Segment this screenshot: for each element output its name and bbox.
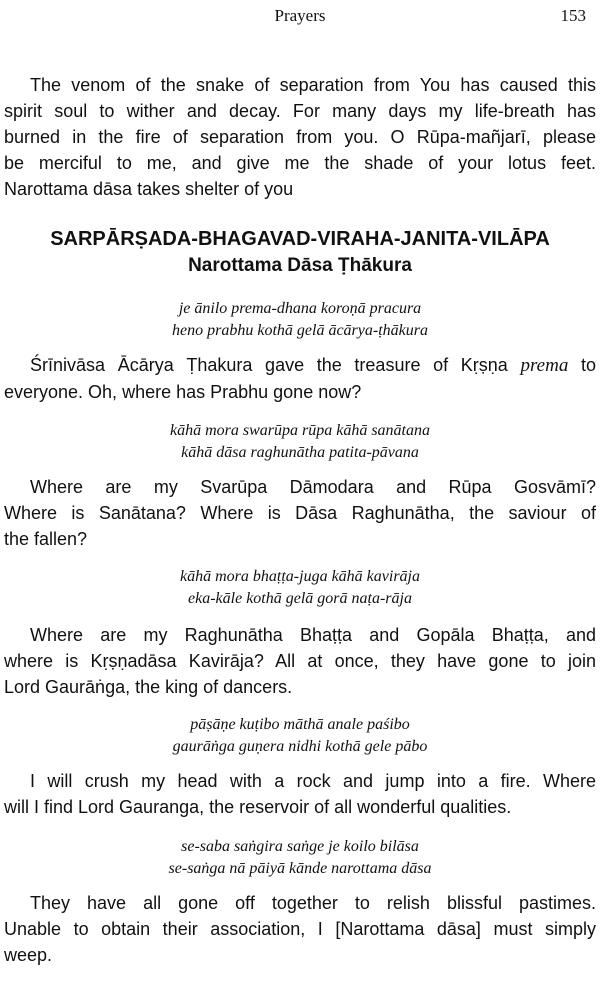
song-title: SARPĀRṢADA-BHAGAVAD-VIRAHA-JANITA-VILĀPA xyxy=(50,228,550,250)
song-author: Narottama Dāsa Ṭhākura xyxy=(188,255,412,276)
translation-5 xyxy=(4,890,596,968)
paragraph-line: Narottama dāsa takes shelter of you xyxy=(4,179,294,199)
verse-line: kāhā mora bhaṭṭa-juga kāhā kavirāja xyxy=(180,568,420,585)
paragraph-line: weep. xyxy=(4,945,53,965)
paragraph-line: Where are my Raghunātha Bhaṭṭa and Gopāla Bhaṭṭa, and xyxy=(30,625,596,645)
verse-line: je ānilo prema-dhana koroṇā pracura xyxy=(178,300,422,317)
verse-3 xyxy=(0,566,600,610)
verse-2 xyxy=(0,420,600,464)
verse-line: eka-kāle kothā gelā gorā naṭa-rāja xyxy=(188,590,412,607)
paragraph-line: everyone. Oh, where has Prabhu gone now? xyxy=(4,382,362,402)
paragraph-line xyxy=(4,352,596,379)
paragraph-line: They have all gone off together to relish blissful pastimes. xyxy=(30,893,596,913)
running-header xyxy=(0,6,600,26)
paragraph-line: will I find Lord Gauranga, the reservoir of all wonderful qualities. xyxy=(4,797,512,817)
translation-1 xyxy=(4,352,596,405)
verse-line: se-saṅga nā pāiyā kānde narottama dāsa xyxy=(168,860,432,877)
paragraph-line: Unable to obtain their association, I [Narottama dāsa] must simply xyxy=(4,919,596,939)
paragraph-line: Lord Gaurāṅga, the king of dancers. xyxy=(4,677,293,697)
paragraph-line: the fallen? xyxy=(4,529,88,549)
translation-2 xyxy=(4,474,596,552)
translation-4 xyxy=(4,768,596,820)
verse-line: se-saba saṅgira saṅge je koilo bilāsa xyxy=(181,838,419,855)
emphasis-text: prema xyxy=(520,355,569,376)
verse-4 xyxy=(0,714,600,758)
intro-paragraph xyxy=(4,72,596,202)
verse-line: kāhā dāsa raghunātha patita-pāvana xyxy=(181,444,419,461)
verse-line: pāṣāṇe kuṭibo māthā anale paśibo xyxy=(190,716,410,733)
paragraph-line: burned in the fire of separation from you. O Rūpa-mañjarī, please xyxy=(4,127,596,147)
translation-text: to xyxy=(568,355,596,375)
paragraph-line: be merciful to me, and give me the shade of your lotus feet. xyxy=(4,153,596,173)
page-number: 153 xyxy=(560,6,586,25)
verse-5 xyxy=(0,836,600,880)
paragraph-line: Where is Sanātana? Where is Dāsa Raghunātha, the saviour of xyxy=(4,503,596,523)
translation-text: Śrīnivāsa Ācārya Ṭhakura gave the treasure of Kṛṣṇa xyxy=(30,355,508,375)
verse-line: gaurāṅga guṇera nidhi kothā gele pābo xyxy=(172,738,428,755)
verse-line: heno prabhu kothā gelā ācārya-ṭhākura xyxy=(172,322,428,339)
paragraph-line: The venom of the snake of separation from You has caused this xyxy=(30,75,596,95)
running-title: Prayers xyxy=(274,6,326,25)
paragraph-line: Where are my Svarūpa Dāmodara and Rūpa Gosvāmī? xyxy=(30,477,596,497)
paragraph-line: spirit soul to wither and decay. For many days my life-breath has xyxy=(4,101,596,121)
verse-1 xyxy=(0,298,600,342)
paragraph-line: where is Kṛṣṇadāsa Kavirāja? All at once, they have gone to join xyxy=(4,651,596,671)
translation-3 xyxy=(4,622,596,700)
paragraph-line: I will crush my head with a rock and jump into a fire. Where xyxy=(30,771,596,791)
verse-line: kāhā mora swarūpa rūpa kāhā sanātana xyxy=(169,422,430,439)
